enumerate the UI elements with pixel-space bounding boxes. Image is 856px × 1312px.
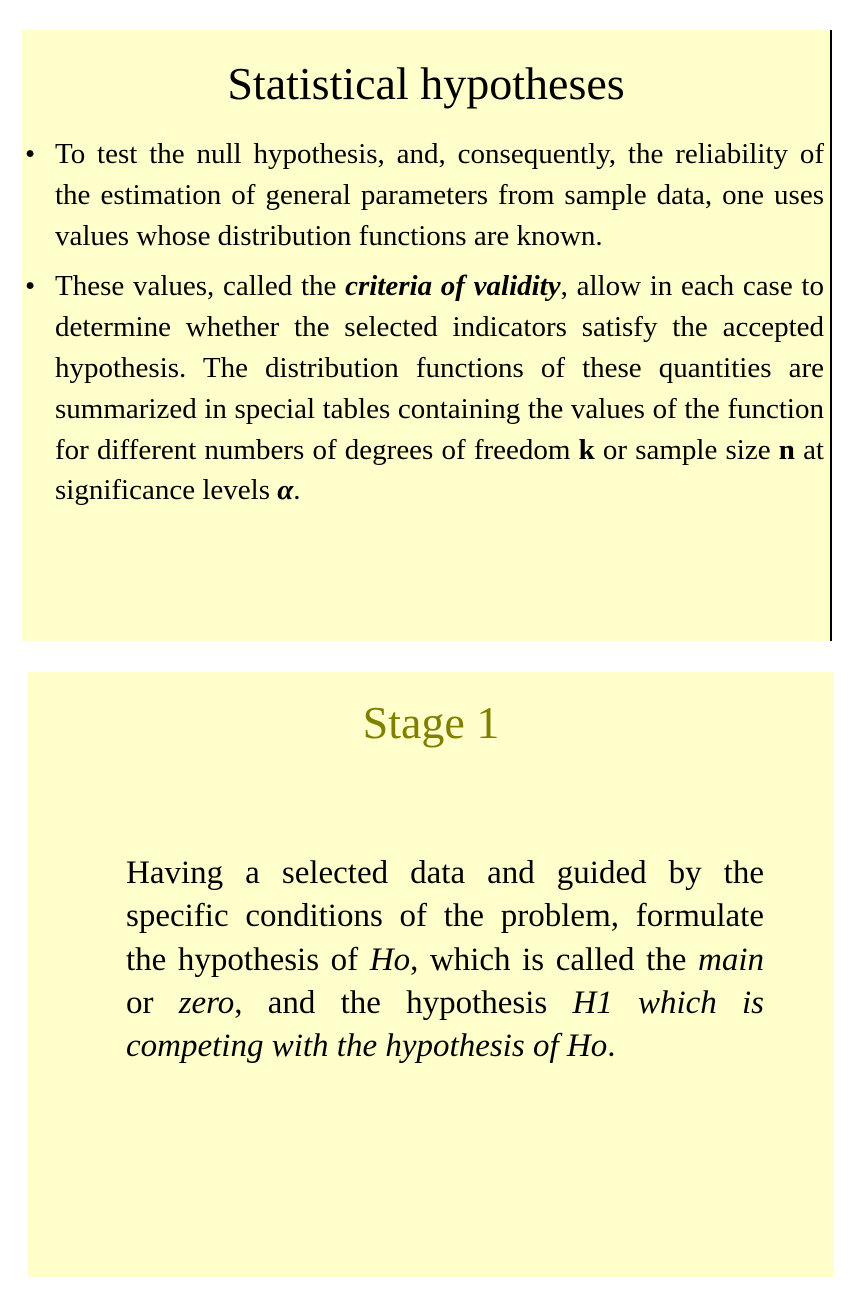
stage-text: , which is called the — [410, 941, 698, 978]
variable-n: n — [778, 433, 795, 466]
slide-title: Statistical hypotheses — [227, 58, 625, 109]
bullet-dot-icon: • — [25, 138, 36, 170]
bullet-text: , allow in each case to determine whether the selected indicators satisfy the accepted hypothesis. The distribution functions of these quantities are summarized in special tables containing the values of the function for different numbers of degrees of freedom — [55, 270, 824, 466]
h1-clause: H1 which is competing with the hypothesis of Ho — [126, 984, 764, 1065]
main-term: main — [698, 941, 764, 978]
variable-alpha: α — [277, 474, 294, 507]
stage-description — [126, 852, 764, 1068]
slide-statistical-hypotheses — [22, 30, 832, 641]
bullet-item-null-hypothesis — [22, 134, 824, 256]
bullet-text: or sample size — [594, 433, 779, 466]
slide-stage-1 — [28, 672, 834, 1277]
bullet-dot-icon: • — [25, 270, 36, 303]
stage-text: . — [607, 1028, 616, 1065]
bullet-text: . — [293, 474, 301, 507]
bullet-item-criteria-of-validity — [22, 266, 824, 511]
bullet-list — [22, 134, 824, 511]
stage-text: , and the hypothesis — [234, 984, 573, 1021]
bullet-text: To test the null hypothesis, and, consequently, the reliability of the estimation of general parameters from sample data, one uses values whose distribution functions are known. — [55, 138, 824, 252]
criteria-of-validity-term: criteria of validity — [345, 270, 561, 303]
ho-term: Ho — [369, 941, 411, 978]
bullet-text: These values, called the — [55, 270, 346, 303]
zero-term: zero — [178, 984, 235, 1021]
stage-title: Stage 1 — [362, 697, 500, 748]
stage-text: or — [126, 984, 179, 1021]
stage-text: Having a selected data and guided by the specific conditions of the problem, formulate the hypothesis of — [126, 855, 764, 978]
variable-k: k — [578, 433, 595, 466]
bullet-text: at significance levels — [55, 433, 824, 507]
